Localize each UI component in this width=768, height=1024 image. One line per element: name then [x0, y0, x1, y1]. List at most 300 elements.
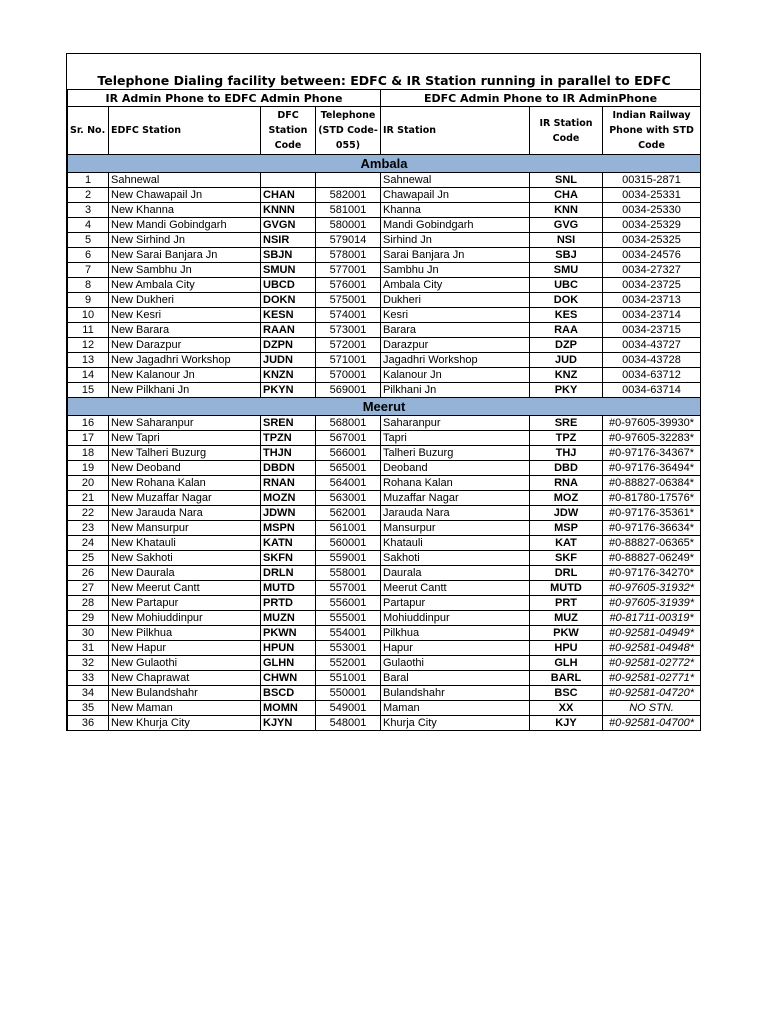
cell-ir-code: CHA [530, 188, 603, 203]
cell-sr-no: 2 [68, 188, 109, 203]
cell-ir-phone: 0034-23714 [603, 308, 701, 323]
cell-dfc-code: SREN [261, 416, 316, 431]
cell-telephone: 562001 [316, 506, 381, 521]
header-ir-code: IR Station Code [530, 107, 603, 155]
cell-ir-phone: #0-92581-04948* [603, 641, 701, 656]
cell-ir-code: KES [530, 308, 603, 323]
cell-edfc-station: New Dukheri [109, 293, 261, 308]
cell-ir-station: Tapri [381, 431, 530, 446]
cell-telephone: 575001 [316, 293, 381, 308]
cell-telephone: 568001 [316, 416, 381, 431]
table-row [68, 308, 701, 323]
section-name: Meerut [68, 398, 701, 416]
group-header-left: IR Admin Phone to EDFC Admin Phone [68, 90, 381, 107]
cell-ir-code: SKF [530, 551, 603, 566]
cell-ir-phone: #0-88827-06384* [603, 476, 701, 491]
cell-ir-phone: #0-88827-06249* [603, 551, 701, 566]
cell-ir-phone: #0-97605-31939* [603, 596, 701, 611]
cell-ir-code: DBD [530, 461, 603, 476]
cell-ir-station: Maman [381, 701, 530, 716]
cell-ir-code: DZP [530, 338, 603, 353]
cell-telephone: 570001 [316, 368, 381, 383]
cell-ir-phone: 0034-23715 [603, 323, 701, 338]
cell-ir-station: Talheri Buzurg [381, 446, 530, 461]
cell-ir-station: Meerut Cantt [381, 581, 530, 596]
section-header-row [68, 155, 701, 173]
cell-sr-no: 35 [68, 701, 109, 716]
cell-edfc-station: New Muzaffar Nagar [109, 491, 261, 506]
table-row [68, 506, 701, 521]
cell-telephone: 567001 [316, 431, 381, 446]
cell-sr-no: 7 [68, 263, 109, 278]
table-row [68, 596, 701, 611]
cell-sr-no: 10 [68, 308, 109, 323]
cell-telephone: 556001 [316, 596, 381, 611]
cell-edfc-station: New Sarai Banjara Jn [109, 248, 261, 263]
cell-dfc-code: DZPN [261, 338, 316, 353]
cell-sr-no: 13 [68, 353, 109, 368]
cell-sr-no: 9 [68, 293, 109, 308]
cell-ir-phone: 0034-25329 [603, 218, 701, 233]
cell-dfc-code: SBJN [261, 248, 316, 263]
cell-edfc-station: New Tapri [109, 431, 261, 446]
cell-edfc-station: New Khanna [109, 203, 261, 218]
cell-ir-station: Partapur [381, 596, 530, 611]
cell-telephone: 573001 [316, 323, 381, 338]
cell-ir-station: Sakhoti [381, 551, 530, 566]
cell-telephone [316, 173, 381, 188]
cell-sr-no: 30 [68, 626, 109, 641]
cell-dfc-code: RAAN [261, 323, 316, 338]
cell-ir-phone: NO STN. [603, 701, 701, 716]
cell-sr-no: 23 [68, 521, 109, 536]
table-row [68, 701, 701, 716]
cell-dfc-code: MSPN [261, 521, 316, 536]
cell-sr-no: 1 [68, 173, 109, 188]
cell-ir-phone: #0-92581-04700* [603, 716, 701, 731]
cell-ir-code: RNA [530, 476, 603, 491]
cell-dfc-code: KATN [261, 536, 316, 551]
cell-edfc-station: New Talheri Buzurg [109, 446, 261, 461]
cell-edfc-station: New Kesri [109, 308, 261, 323]
cell-ir-phone: 0034-23725 [603, 278, 701, 293]
cell-telephone: 578001 [316, 248, 381, 263]
cell-ir-phone: #0-97605-39930* [603, 416, 701, 431]
cell-edfc-station: New Sambhu Jn [109, 263, 261, 278]
cell-ir-phone: 0034-43728 [603, 353, 701, 368]
cell-sr-no: 29 [68, 611, 109, 626]
cell-telephone: 555001 [316, 611, 381, 626]
cell-edfc-station: New Mohiuddinpur [109, 611, 261, 626]
group-header-row [68, 90, 701, 107]
table-row [68, 551, 701, 566]
cell-ir-station: Bulandshahr [381, 686, 530, 701]
cell-edfc-station: New Khatauli [109, 536, 261, 551]
cell-telephone: 581001 [316, 203, 381, 218]
cell-sr-no: 22 [68, 506, 109, 521]
cell-ir-station: Barara [381, 323, 530, 338]
cell-edfc-station: New Gulaothi [109, 656, 261, 671]
cell-telephone: 565001 [316, 461, 381, 476]
table-row [68, 338, 701, 353]
cell-edfc-station: New Sakhoti [109, 551, 261, 566]
cell-edfc-station: New Deoband [109, 461, 261, 476]
cell-ir-code: BARL [530, 671, 603, 686]
cell-telephone: 580001 [316, 218, 381, 233]
cell-sr-no: 12 [68, 338, 109, 353]
cell-dfc-code: KJYN [261, 716, 316, 731]
cell-ir-code: UBC [530, 278, 603, 293]
dialing-table [67, 54, 701, 731]
table-row [68, 233, 701, 248]
cell-ir-station: Khurja City [381, 716, 530, 731]
cell-telephone: 550001 [316, 686, 381, 701]
section-name: Ambala [68, 155, 701, 173]
cell-ir-station: Pilkhani Jn [381, 383, 530, 398]
cell-ir-code: PKW [530, 626, 603, 641]
cell-ir-phone: #0-97176-36494* [603, 461, 701, 476]
cell-dfc-code: SKFN [261, 551, 316, 566]
cell-ir-station: Saharanpur [381, 416, 530, 431]
cell-ir-phone: #0-92581-02771* [603, 671, 701, 686]
cell-edfc-station: New Daurala [109, 566, 261, 581]
cell-sr-no: 34 [68, 686, 109, 701]
cell-telephone: 549001 [316, 701, 381, 716]
cell-ir-station: Sambhu Jn [381, 263, 530, 278]
cell-ir-phone: #0-88827-06365* [603, 536, 701, 551]
table-row [68, 521, 701, 536]
cell-ir-code: DRL [530, 566, 603, 581]
cell-dfc-code: MUZN [261, 611, 316, 626]
group-header-right: EDFC Admin Phone to IR AdminPhone [381, 90, 701, 107]
cell-ir-phone: #0-92581-02772* [603, 656, 701, 671]
table-row [68, 671, 701, 686]
table-row [68, 716, 701, 731]
cell-ir-station: Muzaffar Nagar [381, 491, 530, 506]
cell-ir-code: SNL [530, 173, 603, 188]
cell-ir-phone: #0-97605-32283* [603, 431, 701, 446]
cell-sr-no: 17 [68, 431, 109, 446]
cell-dfc-code: BSCD [261, 686, 316, 701]
cell-dfc-code: DRLN [261, 566, 316, 581]
cell-dfc-code: GVGN [261, 218, 316, 233]
cell-ir-station: Darazpur [381, 338, 530, 353]
cell-sr-no: 28 [68, 596, 109, 611]
table-row [68, 323, 701, 338]
cell-sr-no: 20 [68, 476, 109, 491]
cell-ir-code: KAT [530, 536, 603, 551]
cell-ir-station: Deoband [381, 461, 530, 476]
cell-edfc-station: New Meerut Cantt [109, 581, 261, 596]
cell-ir-code: RAA [530, 323, 603, 338]
cell-ir-code: JUD [530, 353, 603, 368]
cell-ir-phone: 0034-25325 [603, 233, 701, 248]
cell-ir-code: DOK [530, 293, 603, 308]
cell-edfc-station: New Ambala City [109, 278, 261, 293]
cell-edfc-station: New Jarauda Nara [109, 506, 261, 521]
cell-ir-station: Kalanour Jn [381, 368, 530, 383]
cell-ir-station: Khanna [381, 203, 530, 218]
cell-sr-no: 3 [68, 203, 109, 218]
cell-telephone: 576001 [316, 278, 381, 293]
cell-ir-phone: #0-97605-31932* [603, 581, 701, 596]
cell-telephone: 574001 [316, 308, 381, 323]
cell-dfc-code: JDWN [261, 506, 316, 521]
cell-dfc-code: MOMN [261, 701, 316, 716]
table-row [68, 641, 701, 656]
cell-ir-station: Mohiuddinpur [381, 611, 530, 626]
cell-ir-code: SMU [530, 263, 603, 278]
table-row [68, 188, 701, 203]
cell-telephone: 566001 [316, 446, 381, 461]
cell-edfc-station: New Khurja City [109, 716, 261, 731]
cell-edfc-station: Sahnewal [109, 173, 261, 188]
header-ir-station: IR Station [381, 107, 530, 155]
cell-sr-no: 6 [68, 248, 109, 263]
cell-ir-phone: #0-81711-00319* [603, 611, 701, 626]
cell-ir-code: MUZ [530, 611, 603, 626]
table-row [68, 461, 701, 476]
column-header-row [68, 107, 701, 155]
cell-dfc-code: CHAN [261, 188, 316, 203]
cell-dfc-code: GLHN [261, 656, 316, 671]
cell-ir-station: Daurala [381, 566, 530, 581]
cell-ir-code: GVG [530, 218, 603, 233]
cell-telephone: 564001 [316, 476, 381, 491]
cell-sr-no: 32 [68, 656, 109, 671]
cell-ir-code: THJ [530, 446, 603, 461]
cell-ir-station: Mandi Gobindgarh [381, 218, 530, 233]
cell-ir-phone: 0034-25330 [603, 203, 701, 218]
table-row [68, 278, 701, 293]
cell-edfc-station: New Rohana Kalan [109, 476, 261, 491]
cell-edfc-station: New Partapur [109, 596, 261, 611]
cell-edfc-station: New Pilkhani Jn [109, 383, 261, 398]
table-row [68, 368, 701, 383]
table-row [68, 656, 701, 671]
cell-sr-no: 24 [68, 536, 109, 551]
cell-telephone: 569001 [316, 383, 381, 398]
cell-edfc-station: New Chaprawat [109, 671, 261, 686]
cell-dfc-code: CHWN [261, 671, 316, 686]
cell-dfc-code: KESN [261, 308, 316, 323]
cell-telephone: 548001 [316, 716, 381, 731]
cell-edfc-station: New Pilkhua [109, 626, 261, 641]
cell-dfc-code: MOZN [261, 491, 316, 506]
cell-ir-code: XX [530, 701, 603, 716]
cell-ir-code: KJY [530, 716, 603, 731]
cell-ir-station: Jarauda Nara [381, 506, 530, 521]
cell-ir-phone: 0034-63712 [603, 368, 701, 383]
table-row [68, 536, 701, 551]
cell-telephone: 577001 [316, 263, 381, 278]
cell-ir-station: Kesri [381, 308, 530, 323]
cell-ir-station: Rohana Kalan [381, 476, 530, 491]
cell-ir-code: MSP [530, 521, 603, 536]
table-row [68, 581, 701, 596]
cell-ir-phone: 0034-63714 [603, 383, 701, 398]
cell-dfc-code: KNZN [261, 368, 316, 383]
cell-ir-phone: 0034-25331 [603, 188, 701, 203]
spreadsheet [66, 53, 701, 731]
cell-ir-station: Sarai Banjara Jn [381, 248, 530, 263]
cell-sr-no: 31 [68, 641, 109, 656]
cell-dfc-code: PKWN [261, 626, 316, 641]
cell-edfc-station: New Maman [109, 701, 261, 716]
cell-ir-code: KNZ [530, 368, 603, 383]
cell-ir-phone: 00315-2871 [603, 173, 701, 188]
cell-ir-station: Mansurpur [381, 521, 530, 536]
cell-telephone: 554001 [316, 626, 381, 641]
cell-ir-station: Khatauli [381, 536, 530, 551]
cell-sr-no: 5 [68, 233, 109, 248]
cell-ir-code: NSI [530, 233, 603, 248]
header-dfc-code: DFC Station Code [261, 107, 316, 155]
table-row [68, 173, 701, 188]
cell-dfc-code: PKYN [261, 383, 316, 398]
cell-ir-code: TPZ [530, 431, 603, 446]
cell-telephone: 571001 [316, 353, 381, 368]
cell-ir-station: Gulaothi [381, 656, 530, 671]
table-row [68, 353, 701, 368]
cell-dfc-code: JUDN [261, 353, 316, 368]
cell-sr-no: 33 [68, 671, 109, 686]
cell-edfc-station: New Kalanour Jn [109, 368, 261, 383]
cell-sr-no: 8 [68, 278, 109, 293]
cell-telephone: 572001 [316, 338, 381, 353]
section-header-row [68, 398, 701, 416]
title-row [68, 54, 701, 90]
cell-ir-code: MOZ [530, 491, 603, 506]
cell-ir-station: Sirhind Jn [381, 233, 530, 248]
header-telephone: Telephone (STD Code- 055) [316, 107, 381, 155]
cell-edfc-station: New Hapur [109, 641, 261, 656]
cell-ir-phone: 0034-43727 [603, 338, 701, 353]
cell-telephone: 560001 [316, 536, 381, 551]
cell-edfc-station: New Sirhind Jn [109, 233, 261, 248]
cell-ir-phone: #0-92581-04720* [603, 686, 701, 701]
header-ir-phone: Indian Railway Phone with STD Code [603, 107, 701, 155]
page-title: Telephone Dialing facility between: EDFC & IR Station running in parallel to EDFC [68, 54, 701, 90]
table-row [68, 218, 701, 233]
cell-telephone: 558001 [316, 566, 381, 581]
cell-ir-code: PKY [530, 383, 603, 398]
cell-dfc-code: DOKN [261, 293, 316, 308]
cell-ir-phone: #0-81780-17576* [603, 491, 701, 506]
table-row [68, 476, 701, 491]
cell-sr-no: 25 [68, 551, 109, 566]
cell-ir-code: SRE [530, 416, 603, 431]
header-edfc-station: EDFC Station [109, 107, 261, 155]
cell-ir-code: PRT [530, 596, 603, 611]
cell-telephone: 559001 [316, 551, 381, 566]
cell-ir-code: BSC [530, 686, 603, 701]
cell-dfc-code: RNAN [261, 476, 316, 491]
cell-dfc-code: THJN [261, 446, 316, 461]
cell-sr-no: 21 [68, 491, 109, 506]
cell-sr-no: 19 [68, 461, 109, 476]
cell-edfc-station: New Jagadhri Workshop [109, 353, 261, 368]
cell-edfc-station: New Bulandshahr [109, 686, 261, 701]
cell-edfc-station: New Barara [109, 323, 261, 338]
cell-telephone: 551001 [316, 671, 381, 686]
cell-ir-station: Jagadhri Workshop [381, 353, 530, 368]
table-row [68, 293, 701, 308]
cell-dfc-code: SMUN [261, 263, 316, 278]
cell-telephone: 557001 [316, 581, 381, 596]
cell-dfc-code [261, 173, 316, 188]
cell-dfc-code: PRTD [261, 596, 316, 611]
cell-edfc-station: New Chawapail Jn [109, 188, 261, 203]
cell-ir-phone: #0-97176-35361* [603, 506, 701, 521]
table-row [68, 446, 701, 461]
cell-ir-station: Ambala City [381, 278, 530, 293]
cell-telephone: 561001 [316, 521, 381, 536]
cell-ir-phone: #0-97176-34270* [603, 566, 701, 581]
cell-dfc-code: TPZN [261, 431, 316, 446]
cell-edfc-station: New Mansurpur [109, 521, 261, 536]
cell-sr-no: 11 [68, 323, 109, 338]
cell-ir-phone: #0-97176-34367* [603, 446, 701, 461]
cell-sr-no: 16 [68, 416, 109, 431]
cell-sr-no: 27 [68, 581, 109, 596]
table-row [68, 611, 701, 626]
cell-ir-code: HPU [530, 641, 603, 656]
cell-ir-code: MUTD [530, 581, 603, 596]
cell-telephone: 563001 [316, 491, 381, 506]
cell-dfc-code: UBCD [261, 278, 316, 293]
cell-ir-station: Chawapail Jn [381, 188, 530, 203]
table-row [68, 248, 701, 263]
table-row [68, 566, 701, 581]
header-sr-no: Sr. No. [68, 107, 109, 155]
table-row [68, 383, 701, 398]
cell-ir-station: Pilkhua [381, 626, 530, 641]
cell-sr-no: 26 [68, 566, 109, 581]
cell-sr-no: 36 [68, 716, 109, 731]
cell-ir-phone: 0034-23713 [603, 293, 701, 308]
cell-ir-station: Baral [381, 671, 530, 686]
cell-ir-phone: #0-97176-36634* [603, 521, 701, 536]
cell-ir-code: GLH [530, 656, 603, 671]
cell-telephone: 552001 [316, 656, 381, 671]
cell-dfc-code: HPUN [261, 641, 316, 656]
cell-sr-no: 18 [68, 446, 109, 461]
cell-ir-station: Sahnewal [381, 173, 530, 188]
cell-edfc-station: New Darazpur [109, 338, 261, 353]
table-row [68, 491, 701, 506]
cell-telephone: 582001 [316, 188, 381, 203]
cell-ir-station: Hapur [381, 641, 530, 656]
cell-ir-phone: 0034-27327 [603, 263, 701, 278]
cell-ir-code: SBJ [530, 248, 603, 263]
cell-ir-code: KNN [530, 203, 603, 218]
cell-dfc-code: MUTD [261, 581, 316, 596]
cell-sr-no: 4 [68, 218, 109, 233]
cell-telephone: 553001 [316, 641, 381, 656]
cell-ir-station: Dukheri [381, 293, 530, 308]
cell-telephone: 579014 [316, 233, 381, 248]
cell-sr-no: 14 [68, 368, 109, 383]
cell-ir-phone: 0034-24576 [603, 248, 701, 263]
cell-edfc-station: New Mandi Gobindgarh [109, 218, 261, 233]
cell-ir-code: JDW [530, 506, 603, 521]
table-row [68, 203, 701, 218]
cell-sr-no: 15 [68, 383, 109, 398]
cell-dfc-code: DBDN [261, 461, 316, 476]
table-row [68, 686, 701, 701]
table-row [68, 416, 701, 431]
